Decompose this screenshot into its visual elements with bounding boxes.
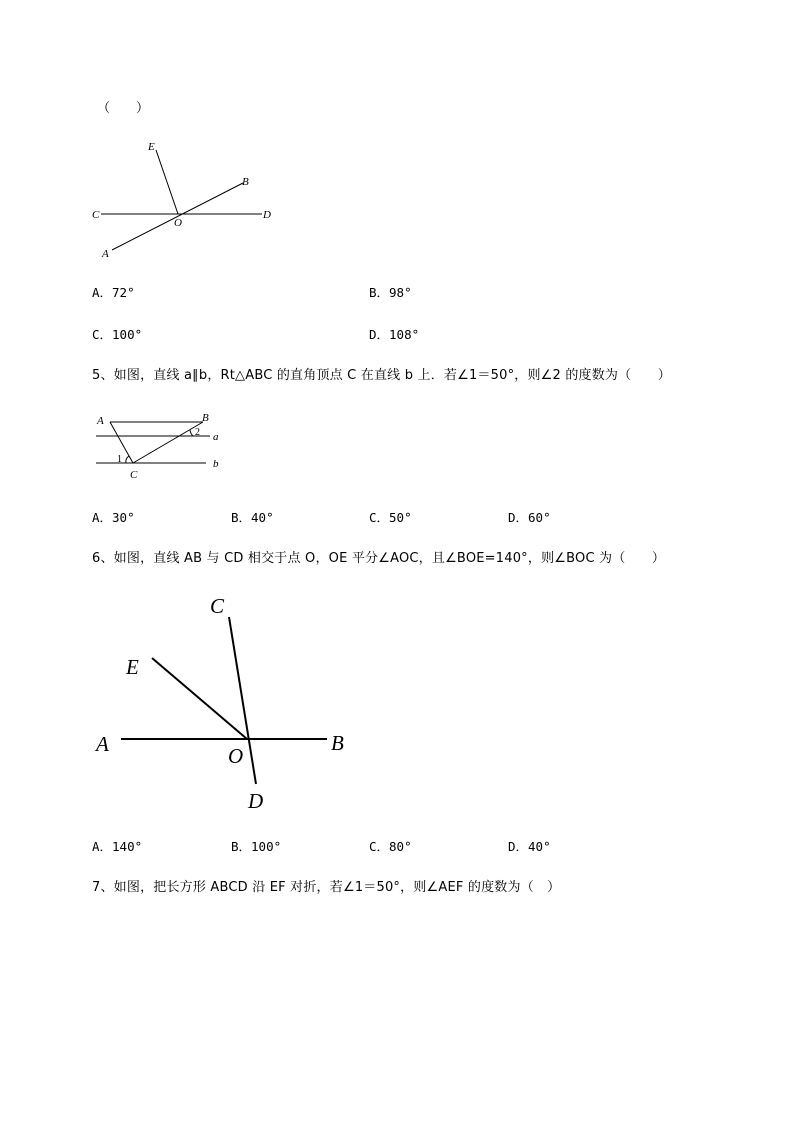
- q4-option-a[interactable]: A．72°: [92, 285, 135, 300]
- label-e: E: [148, 141, 155, 153]
- label-d: D: [263, 209, 271, 221]
- q6-option-d[interactable]: D．40°: [508, 839, 551, 854]
- label-line-b: b: [213, 458, 219, 470]
- q4-answer-paren: （ ）: [97, 101, 150, 116]
- label-o: O: [228, 744, 244, 768]
- q6-option-b[interactable]: B．100°: [231, 839, 282, 854]
- label-a: A: [102, 248, 109, 260]
- label-b: B: [242, 176, 249, 188]
- label-b: B: [331, 731, 344, 755]
- label-angle-1: 1: [117, 454, 122, 465]
- label-a: A: [96, 732, 109, 756]
- q5-option-b[interactable]: B．40°: [231, 510, 274, 525]
- label-c: C: [210, 594, 225, 618]
- q5-option-d[interactable]: D．60°: [508, 510, 551, 525]
- q4-option-c[interactable]: C．100°: [92, 327, 143, 342]
- label-c-vertex: C: [130, 469, 138, 481]
- q7-stem: 7、如图，把长方形 ABCD 沿 EF 对折，若∠1＝50°，则∠AEF 的度数为（ ）: [92, 880, 561, 895]
- q5-option-a[interactable]: A．30°: [92, 510, 135, 525]
- label-angle-2: 2: [195, 427, 200, 438]
- label-line-a: a: [213, 431, 219, 443]
- label-c: C: [92, 209, 100, 221]
- label-a-vertex: A: [97, 415, 104, 427]
- ray-oe: [152, 658, 247, 739]
- q6-option-a[interactable]: A．140°: [92, 839, 143, 854]
- label-d: D: [248, 789, 264, 813]
- q5-stem: 5、如图，直线 a∥b，Rt△ABC 的直角顶点 C 在直线 b 上．若∠1＝50°，则∠2 的度数为（ ）: [92, 368, 671, 383]
- q4-option-d[interactable]: D．108°: [369, 327, 420, 342]
- label-b-vertex: B: [202, 412, 209, 424]
- label-o: O: [174, 217, 182, 229]
- label-e: E: [126, 655, 139, 679]
- q6-stem: 6、如图，直线 AB 与 CD 相交于点 O，OE 平分∠AOC，且∠BOE=140°，则∠BOC 为（ ）: [92, 551, 666, 566]
- q4-option-b[interactable]: B．98°: [369, 285, 412, 300]
- q5-option-c[interactable]: C．50°: [369, 510, 412, 525]
- q6-option-c[interactable]: C．80°: [369, 839, 412, 854]
